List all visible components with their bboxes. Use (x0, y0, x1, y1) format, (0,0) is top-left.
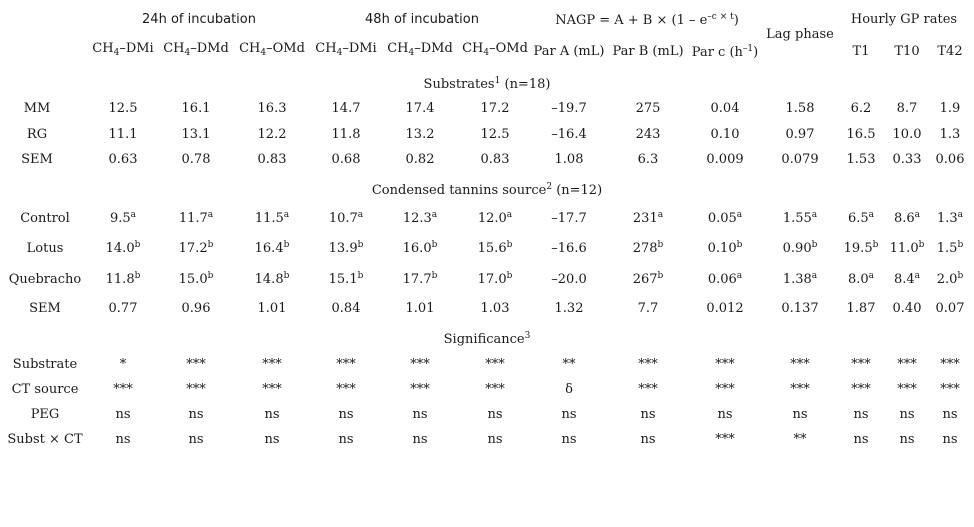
table-cell: 15.1$^b$ (328, 271, 364, 287)
significance-letter: a (283, 210, 290, 220)
row-label: MM (23, 101, 51, 116)
table-cell: ns (487, 432, 503, 447)
table-cell: ns (412, 432, 428, 447)
row-label: SEM (29, 301, 61, 316)
table-cell: 14.7 (331, 101, 361, 116)
table-cell: 11.5$^a$ (254, 210, 290, 226)
table-cell: 16.5 (846, 127, 876, 142)
table-cell: *** (262, 357, 282, 372)
significance-letter: b (431, 240, 438, 250)
table-cell: 0.78 (181, 152, 211, 167)
table-cell: 0.82 (405, 152, 435, 167)
significance-letter: a (657, 210, 664, 220)
table-cell: 243 (635, 127, 661, 142)
table-cell: –16.6 (551, 241, 587, 256)
header-group-48h: 48h of incubation (365, 12, 479, 27)
table-cell: 278$^b$ (632, 240, 664, 256)
row-label: Quebracho (8, 272, 82, 287)
table-cell: 0.137 (781, 301, 819, 316)
table-cell: 0.10 (710, 127, 740, 142)
table-cell: 0.40 (892, 301, 922, 316)
table-cell: 17.4 (405, 101, 435, 116)
table-cell: ns (561, 432, 577, 447)
row-label: Lotus (26, 241, 64, 256)
table-cell: *** (336, 382, 356, 397)
row-label: Substrate (12, 357, 78, 372)
table-cell: 0.079 (781, 152, 819, 167)
table-cell: 16.1 (181, 101, 211, 116)
significance-letter: b (506, 240, 513, 250)
table-cell: 275 (635, 101, 661, 116)
table-cell: ns (853, 432, 869, 447)
col-header-par-b: Par B (mL) (612, 44, 684, 59)
header-lag-phase: Lag phase (766, 27, 834, 42)
table-cell: δ (565, 382, 573, 397)
table-cell: *** (186, 357, 206, 372)
table-cell: 1.01 (405, 301, 435, 316)
table-cell: 0.04 (710, 101, 740, 116)
significance-letter: a (130, 210, 137, 220)
table-cell: ns (899, 407, 915, 422)
table-cell: 10.0 (892, 127, 922, 142)
table-cell: *** (897, 357, 917, 372)
significance-letter: b (736, 240, 743, 250)
table-cell: ns (338, 407, 354, 422)
table-cell: 1.08 (554, 152, 584, 167)
significance-letter: b (207, 240, 214, 250)
significance-letter: a (431, 210, 438, 220)
table-cell: *** (186, 382, 206, 397)
table-cell: ns (792, 407, 808, 422)
table-cell: ns (640, 432, 656, 447)
table-cell: 15.6$^b$ (477, 240, 513, 256)
col-header-48h-dmd: $CH_4$–DMd (387, 41, 453, 58)
table-cell: 0.009 (706, 152, 744, 167)
table-cell: 1.01 (257, 301, 287, 316)
table-cell: 8.4$^a$ (893, 271, 921, 287)
col-header-48h-omd: $CH_4$–OMd (462, 41, 528, 58)
table-cell: ** (562, 357, 576, 372)
significance-letter: a (811, 210, 818, 220)
table-cell: 8.0$^a$ (847, 271, 875, 287)
col-header-24h-dmi: $CH_4$–DMi (92, 41, 154, 58)
table-cell: 9.5$^a$ (109, 210, 137, 226)
table-cell: 1.55$^a$ (782, 210, 818, 226)
row-label: Control (20, 211, 70, 226)
table-cell: *** (410, 357, 430, 372)
table-cell: ns (487, 407, 503, 422)
table-cell: 12.0$^a$ (477, 210, 513, 226)
table-cell: *** (851, 382, 871, 397)
table-cell: ns (412, 407, 428, 422)
col-header-48h-dmi: $CH_4$–DMi (315, 41, 377, 58)
significance-letter: b (207, 271, 214, 281)
significance-letter: a (736, 271, 743, 281)
table-cell: 0.96 (181, 301, 211, 316)
table-cell: 11.7$^a$ (178, 210, 214, 226)
significance-letter: b (134, 240, 141, 250)
significance-letter: b (957, 240, 964, 250)
table-cell: 1.3 (939, 127, 961, 142)
table-cell: *** (897, 382, 917, 397)
significance-letter: b (872, 240, 879, 250)
row-label: CT source (11, 382, 79, 397)
table-cell: 1.87 (846, 301, 876, 316)
table-cell: ns (188, 432, 204, 447)
table-cell: 6.2 (850, 101, 872, 116)
table-cell: ns (264, 432, 280, 447)
table-cell: 7.7 (637, 301, 659, 316)
table-cell: –20.0 (551, 272, 587, 287)
table-cell: 13.1 (181, 127, 211, 142)
table-cell: 17.0$^b$ (477, 271, 513, 287)
table-cell: 10.7$^a$ (328, 210, 364, 226)
table-cell: 1.58 (785, 101, 815, 116)
table-cell: ns (264, 407, 280, 422)
table-cell: 0.012 (706, 301, 744, 316)
significance-letter: b (657, 271, 664, 281)
table-cell: ns (717, 407, 733, 422)
col-header-t1: T1 (852, 44, 870, 59)
table-cell: 6.5$^a$ (847, 210, 875, 226)
row-label: SEM (21, 152, 53, 167)
table-cell: 16.3 (257, 101, 287, 116)
row-label: PEG (30, 407, 60, 422)
significance-letter: b (506, 271, 513, 281)
col-header-24h-dmd: $CH_4$–DMd (163, 41, 229, 58)
significance-letter: a (868, 210, 875, 220)
table-cell: ns (115, 407, 131, 422)
table-cell: *** (790, 382, 810, 397)
table-cell: 267$^b$ (632, 271, 664, 287)
col-header-t42: T42 (937, 44, 963, 59)
table-cell: 16.0$^b$ (402, 240, 438, 256)
col-header-par-c: Par c $(h^{-1})$ (691, 44, 759, 60)
table-cell: 0.10$^b$ (707, 240, 743, 256)
significance-letter: a (357, 210, 364, 220)
significance-letter: b (283, 271, 290, 281)
table-cell: 16.4$^b$ (254, 240, 290, 256)
significance-letter: b (957, 271, 964, 281)
table-cell: ns (853, 407, 869, 422)
table-cell: 11.0$^b$ (889, 240, 925, 256)
header-hourly-gp: Hourly GP rates (850, 12, 958, 27)
table-cell: ns (899, 432, 915, 447)
row-label: RG (26, 127, 48, 142)
significance-letter: b (431, 271, 438, 281)
table-cell: 17.2 (480, 101, 510, 116)
col-header-t10: T10 (894, 44, 920, 59)
table-cell: ns (115, 432, 131, 447)
table-cell: 0.83 (257, 152, 287, 167)
col-header-par-a: Par A (mL) (533, 44, 605, 59)
table-cell: 0.83 (480, 152, 510, 167)
table-cell: 2.0$^b$ (936, 271, 964, 287)
table-cell: ns (561, 407, 577, 422)
table-cell: 1.53 (846, 152, 876, 167)
table-cell: *** (715, 382, 735, 397)
table-cell: 1.9 (939, 101, 961, 116)
table-cell: 17.7$^b$ (402, 271, 438, 287)
table-cell: 11.8 (331, 127, 361, 142)
header-group-24h: 24h of incubation (142, 12, 256, 27)
significance-letter: a (957, 210, 964, 220)
table-cell: *** (715, 357, 735, 372)
table-cell: 6.3 (637, 152, 659, 167)
table-cell: 12.5 (480, 127, 510, 142)
significance-letter: a (736, 210, 743, 220)
significance-letter: a (207, 210, 214, 220)
table-cell: 1.32 (554, 301, 584, 316)
section-significance: Significance$^3$ (443, 331, 531, 347)
table-cell: *** (715, 432, 735, 447)
col-header-24h-omd: $CH_4$–OMd (239, 41, 305, 58)
table-cell: 0.77 (108, 301, 138, 316)
table-cell: 12.3$^a$ (402, 210, 438, 226)
table-cell: 12.5 (108, 101, 138, 116)
table-cell: 0.06$^a$ (707, 271, 743, 287)
table-cell: –19.7 (551, 101, 587, 116)
table-cell: 15.0$^b$ (178, 271, 214, 287)
table-cell: *** (851, 357, 871, 372)
table-cell: 14.8$^b$ (254, 271, 290, 287)
table-cell: *** (485, 357, 505, 372)
significance-letter: b (283, 240, 290, 250)
header-nagp-formula: NAGP = $A + B \times (1 - e^{-c \times t})$ (555, 12, 739, 28)
table-cell: 12.2 (257, 127, 287, 142)
table-cell: ns (942, 432, 958, 447)
table-cell: 0.63 (108, 152, 138, 167)
significance-letter: b (657, 240, 664, 250)
table-cell: 0.07 (935, 301, 965, 316)
table-cell: *** (410, 382, 430, 397)
table-cell: 0.97 (785, 127, 815, 142)
table-cell: 1.5$^b$ (936, 240, 964, 256)
table-cell: *** (485, 382, 505, 397)
table-cell: 0.90$^b$ (782, 240, 818, 256)
table-cell: 1.38$^a$ (782, 271, 818, 287)
table-cell: *** (790, 357, 810, 372)
table-cell: ns (338, 432, 354, 447)
significance-letter: a (914, 210, 921, 220)
table-cell: 231$^a$ (632, 210, 664, 226)
significance-letter: b (357, 240, 364, 250)
table-cell: *** (940, 357, 960, 372)
table-cell: *** (336, 357, 356, 372)
table-cell: ** (793, 432, 807, 447)
table-cell: 13.2 (405, 127, 435, 142)
significance-letter: a (914, 271, 921, 281)
table-cell: 17.2$^b$ (178, 240, 214, 256)
table-cell: 0.06 (935, 152, 965, 167)
row-label: Subst × CT (7, 432, 83, 447)
table-cell: –17.7 (551, 211, 587, 226)
table-cell: ns (188, 407, 204, 422)
section-substrates: Substrates$^1$ (n=18) (423, 76, 551, 92)
significance-letter: b (918, 240, 925, 250)
table-cell: 0.84 (331, 301, 361, 316)
significance-letter: a (506, 210, 513, 220)
table-cell: 1.3$^a$ (936, 210, 964, 226)
significance-letter: b (357, 271, 364, 281)
table-cell: 8.6$^a$ (893, 210, 921, 226)
table-cell: 11.1 (108, 127, 138, 142)
table-cell: *** (262, 382, 282, 397)
table-cell: –16.4 (551, 127, 587, 142)
table-cell: *** (940, 382, 960, 397)
table-cell: *** (113, 382, 133, 397)
table-cell: 1.03 (480, 301, 510, 316)
table-cell: 11.8$^b$ (105, 271, 141, 287)
significance-letter: b (134, 271, 141, 281)
table-cell: * (119, 357, 127, 372)
table-cell: ns (640, 407, 656, 422)
significance-letter: b (811, 240, 818, 250)
table-cell: 14.0$^b$ (105, 240, 141, 256)
table-cell: *** (638, 382, 658, 397)
significance-letter: a (811, 271, 818, 281)
table-cell: 19.5$^b$ (843, 240, 879, 256)
table-cell: 0.68 (331, 152, 361, 167)
table-cell: ns (942, 407, 958, 422)
table-cell: 0.33 (892, 152, 922, 167)
significance-letter: a (868, 271, 875, 281)
table-cell: 8.7 (896, 101, 918, 116)
table-cell: 13.9$^b$ (328, 240, 364, 256)
table-cell: 0.05$^a$ (707, 210, 743, 226)
table-cell: *** (638, 357, 658, 372)
section-ct-source: Condensed tannins source$^2$ (n=12) (371, 182, 603, 198)
